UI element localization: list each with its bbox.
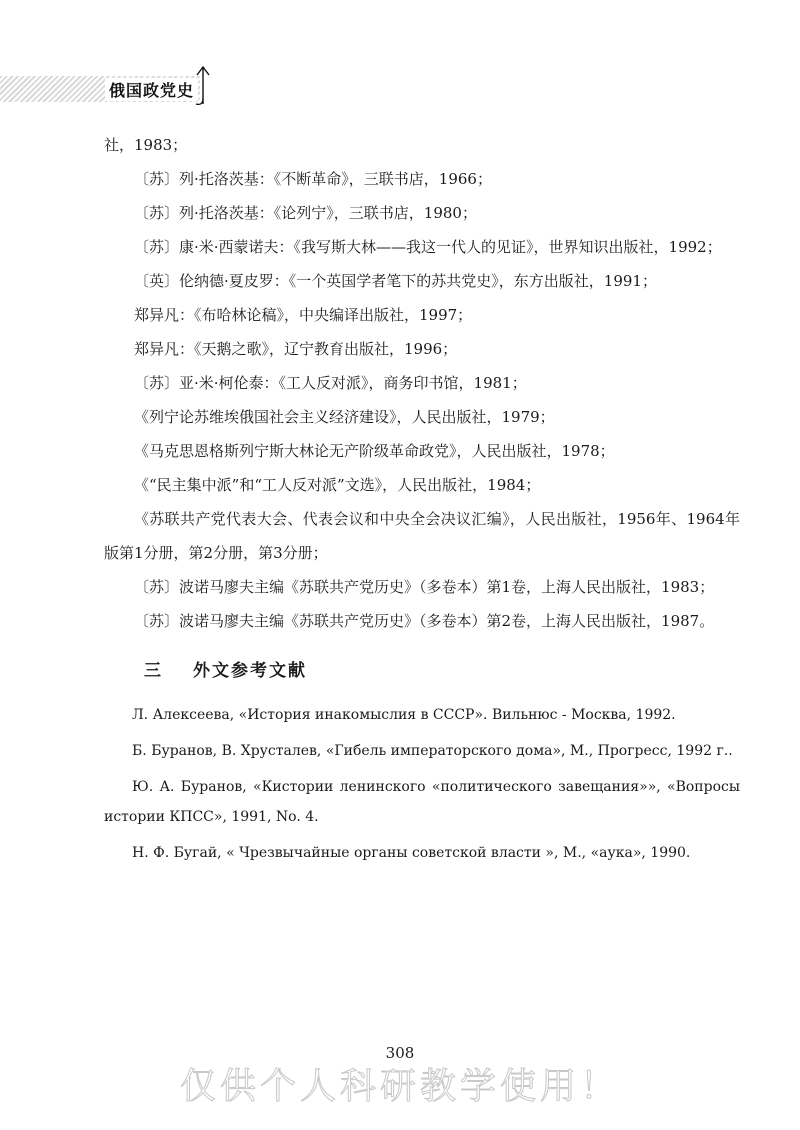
reference-entry: Б. Буранов, В. Хрусталев, «Гибель императорского дома», М., Прогресс, 1992 г.. [132, 743, 733, 759]
section-title: 外文参考文献 [193, 661, 307, 681]
reference-entry: 社，1983； [104, 136, 188, 154]
page-body [104, 128, 740, 874]
reference-entry: 《苏联共产党代表大会、代表会议和中央全会决议汇编》，人民出版社，1956年、1964年版第1分册，第2分册，第3分册； [104, 510, 740, 562]
foreign-reference-list [104, 700, 740, 868]
reference-entry: 《马克思恩格斯列宁斯大林论无产阶级革命政党》，人民出版社，1978； [134, 442, 615, 460]
running-header-title: 俄国政党史 [105, 78, 198, 101]
reference-entry: Л. Алексеева, «История инакомыслия в СССР». Вильнюс - Москва, 1992. [132, 707, 676, 723]
reference-entry: Н. Ф. Бугай, « Чрезвычайные органы советской власти », М., «аука», 1990. [132, 845, 691, 861]
reference-entry: 《列宁论苏维埃俄国社会主义经济建设》，人民出版社，1979； [134, 408, 555, 426]
reference-entry: 〔英〕伦纳德·夏皮罗：《一个英国学者笔下的苏共党史》，东方出版社，1991； [134, 272, 657, 290]
reference-entry: Ю. А. Буранов, «Кистории ленинского «политического завещания»», «Вопросы истории КПСС», 1991, No. 4. [104, 779, 740, 825]
reference-entry: 《“民主集中派”和“工人反对派”文选》，人民出版社，1984； [134, 476, 541, 494]
reference-entry: 郑异凡：《天鹅之歌》，辽宁教育出版社，1996； [134, 340, 458, 358]
header-arrow-icon [194, 64, 212, 106]
chinese-reference-list [104, 128, 740, 638]
reference-entry: 〔苏〕波诺马廖夫主编《苏联共产党历史》（多卷本）第1卷，上海人民出版社，1983； [134, 578, 715, 596]
reference-entry: 〔苏〕亚·米·柯伦泰：《工人反对派》，商务印书馆，1981； [134, 374, 527, 392]
reference-entry: 〔苏〕康·米·西蒙诺夫：《我写斯大林——我这一代人的见证》，世界知识出版社，1992； [134, 238, 722, 256]
reference-entry: 郑异凡：《布哈林论稿》，中央编译出版社，1997； [134, 306, 473, 324]
reference-entry: 〔苏〕列·托洛茨基：《论列宁》，三联书店，1980； [134, 204, 477, 222]
watermark: 仅供个人科研教学使用！ [179, 1066, 620, 1107]
reference-entry: 〔苏〕列·托洛茨基：《不断革命》，三联书店，1966； [134, 170, 492, 188]
reference-entry: 〔苏〕波诺马廖夫主编《苏联共产党历史》（多卷本）第2卷，上海人民出版社，1987。 [134, 612, 715, 630]
page-number: 308 [385, 1044, 415, 1062]
section-heading [104, 654, 740, 688]
section-number: 三 [144, 661, 163, 681]
